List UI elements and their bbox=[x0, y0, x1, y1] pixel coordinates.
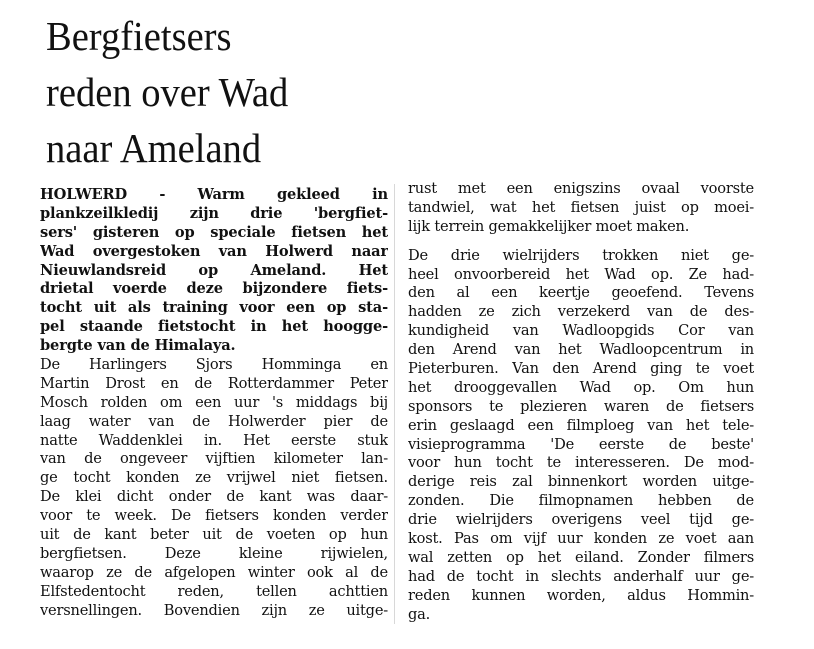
lead-line: Nieuwlandsreid op Ameland. Het bbox=[40, 261, 388, 279]
body-line: heel onvoorbereid het Wad op. Ze had- bbox=[408, 265, 754, 283]
column-divider bbox=[394, 184, 395, 624]
body-line: het drooggevallen Wad op. Om hun bbox=[408, 378, 754, 396]
body-line: sponsors te plezieren waren de fietsers bbox=[408, 397, 754, 415]
body-line: kundigheid van Wadloopgids Cor van bbox=[408, 322, 754, 340]
paragraph-gap bbox=[408, 237, 754, 247]
body-line: van de ongeveer vijftien kilometer lan- bbox=[40, 450, 388, 468]
article-body-right-p1 bbox=[408, 180, 754, 237]
body-line: visieprogramma 'De eerste de beste' bbox=[408, 435, 754, 453]
body-line: zonden. Die filmopnamen hebben de bbox=[408, 492, 754, 510]
body-line: drie wielrijders overigens veel tijd ge- bbox=[408, 511, 754, 529]
body-line: De drie wielrijders trokken niet ge- bbox=[408, 246, 754, 264]
body-line: den al een keertje geoefend. Tevens bbox=[408, 284, 754, 302]
lead-line: Wad overgestoken van Holwerd naar bbox=[40, 242, 388, 260]
lead-line: pel staande fietstocht in het hoogge- bbox=[40, 318, 388, 336]
lead-line: tocht uit als training voor een op sta- bbox=[40, 299, 388, 317]
lead-line: drietal voerde deze bijzondere fiets- bbox=[40, 280, 388, 298]
body-line: Martin Drost en de Rotterdammer Peter bbox=[40, 374, 388, 392]
article-lead bbox=[40, 186, 388, 356]
lead-line: bergte van de Himalaya. bbox=[40, 337, 236, 355]
body-line: versnellingen. Bovendien zijn ze uitge- bbox=[40, 601, 388, 619]
article-column-right bbox=[408, 180, 754, 624]
body-line: De Harlingers Sjors Homminga en bbox=[40, 356, 388, 374]
headline-line: naar Ameland bbox=[46, 125, 262, 171]
body-line: voor hun tocht te interesseren. De mod- bbox=[408, 454, 754, 472]
headline-line: Bergfietsers bbox=[46, 13, 232, 59]
body-line: ga. bbox=[408, 605, 431, 623]
body-line: den Arend van het Wadloopcentrum in bbox=[408, 341, 754, 359]
headline-line: reden over Wad bbox=[46, 69, 289, 115]
body-line: derige reis zal binnenkort worden uitge- bbox=[408, 473, 754, 491]
body-line: had de tocht in slechts anderhalf uur ge- bbox=[408, 567, 754, 585]
body-line: uit de kant beter uit de voeten op hun bbox=[40, 526, 388, 544]
article-body-right-p2 bbox=[408, 247, 754, 625]
body-line: De klei dicht onder de kant was daar- bbox=[40, 488, 388, 506]
article-column-left bbox=[40, 186, 388, 620]
body-line: laag water van de Holwerder pier de bbox=[40, 412, 388, 430]
body-line: wal zetten op het eiland. Zonder filmers bbox=[408, 548, 754, 566]
body-line: rust met een enigszins ovaal voorste bbox=[408, 180, 754, 197]
body-line: lijk terrein gemakkelijker moet maken. bbox=[408, 217, 690, 235]
body-line: erin geslaagd een filmploeg van het tele- bbox=[408, 416, 754, 434]
body-line: Pieterburen. Van den Arend ging te voet bbox=[408, 360, 754, 378]
headline bbox=[46, 8, 406, 176]
body-line: voor te week. De fietsers konden verder bbox=[40, 507, 388, 525]
lead-line: sers' gisteren op speciale fietsen het bbox=[40, 223, 388, 241]
body-line: reden kunnen worden, aldus Hommin- bbox=[408, 586, 754, 604]
article-body-left bbox=[40, 356, 388, 620]
body-line: natte Waddenklei in. Het eerste stuk bbox=[40, 431, 388, 449]
body-line: hadden ze zich verzekerd van de des- bbox=[408, 303, 754, 321]
body-line: bergfietsen. Deze kleine rijwielen, bbox=[40, 544, 388, 562]
body-line: kost. Pas om vijf uur konden ze voet aan bbox=[408, 530, 754, 548]
body-line: Mosch rolden om een uur 's middags bij bbox=[40, 393, 388, 411]
lead-line: HOLWERD - Warm gekleed in bbox=[40, 186, 388, 203]
lead-line: plankzeilkledij zijn drie 'bergfiet- bbox=[40, 204, 388, 222]
body-line: ge tocht konden ze vrijwel niet fietsen. bbox=[40, 469, 388, 487]
body-line: Elfstedentocht reden, tellen achttien bbox=[40, 582, 388, 600]
body-line: tandwiel, wat het fietsen juist op moei- bbox=[408, 198, 754, 216]
body-line: waarop ze de afgelopen winter ook al de bbox=[40, 563, 388, 581]
